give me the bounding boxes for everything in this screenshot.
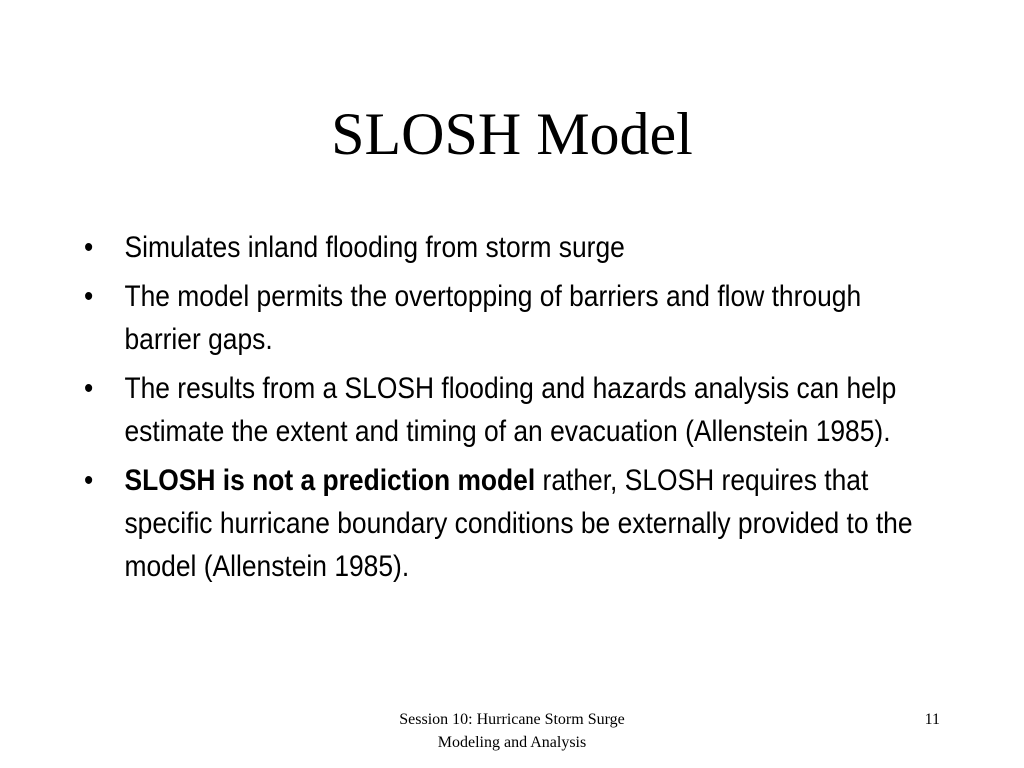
bullet-bold-text: SLOSH is not a prediction model xyxy=(124,464,536,497)
slide-footer xyxy=(362,708,662,754)
bullet-item xyxy=(84,226,931,269)
bullet-dot-icon: • xyxy=(84,372,94,405)
bullet-dot-icon: • xyxy=(84,464,94,497)
bullet-item xyxy=(84,459,931,588)
footer-line-1: Session 10: Hurricane Storm Surge xyxy=(399,711,625,728)
slide-title: SLOSH Model xyxy=(331,101,693,167)
bullet-dot-icon: • xyxy=(84,231,94,264)
bullet-item xyxy=(84,367,931,453)
bullet-text: Simulates inland flooding from storm surge xyxy=(124,231,625,264)
bullet-text: The results from a SLOSH flooding and hazards analysis can help estimate the extent and timing of an evacuation (Allenstein 1985). xyxy=(124,372,897,448)
bullet-text: rather, SLOSH requires that specific hurricane boundary conditions be externally provided to the model (Allenstein 1985). xyxy=(124,464,913,583)
bullet-item xyxy=(84,275,931,361)
bullet-text: The model permits the overtopping of barriers and flow through barrier gaps. xyxy=(124,280,862,356)
page-number: 11 xyxy=(924,711,940,728)
bullet-dot-icon: • xyxy=(84,280,94,313)
bullet-list xyxy=(84,226,913,594)
footer-line-2: Modeling and Analysis xyxy=(437,734,587,751)
